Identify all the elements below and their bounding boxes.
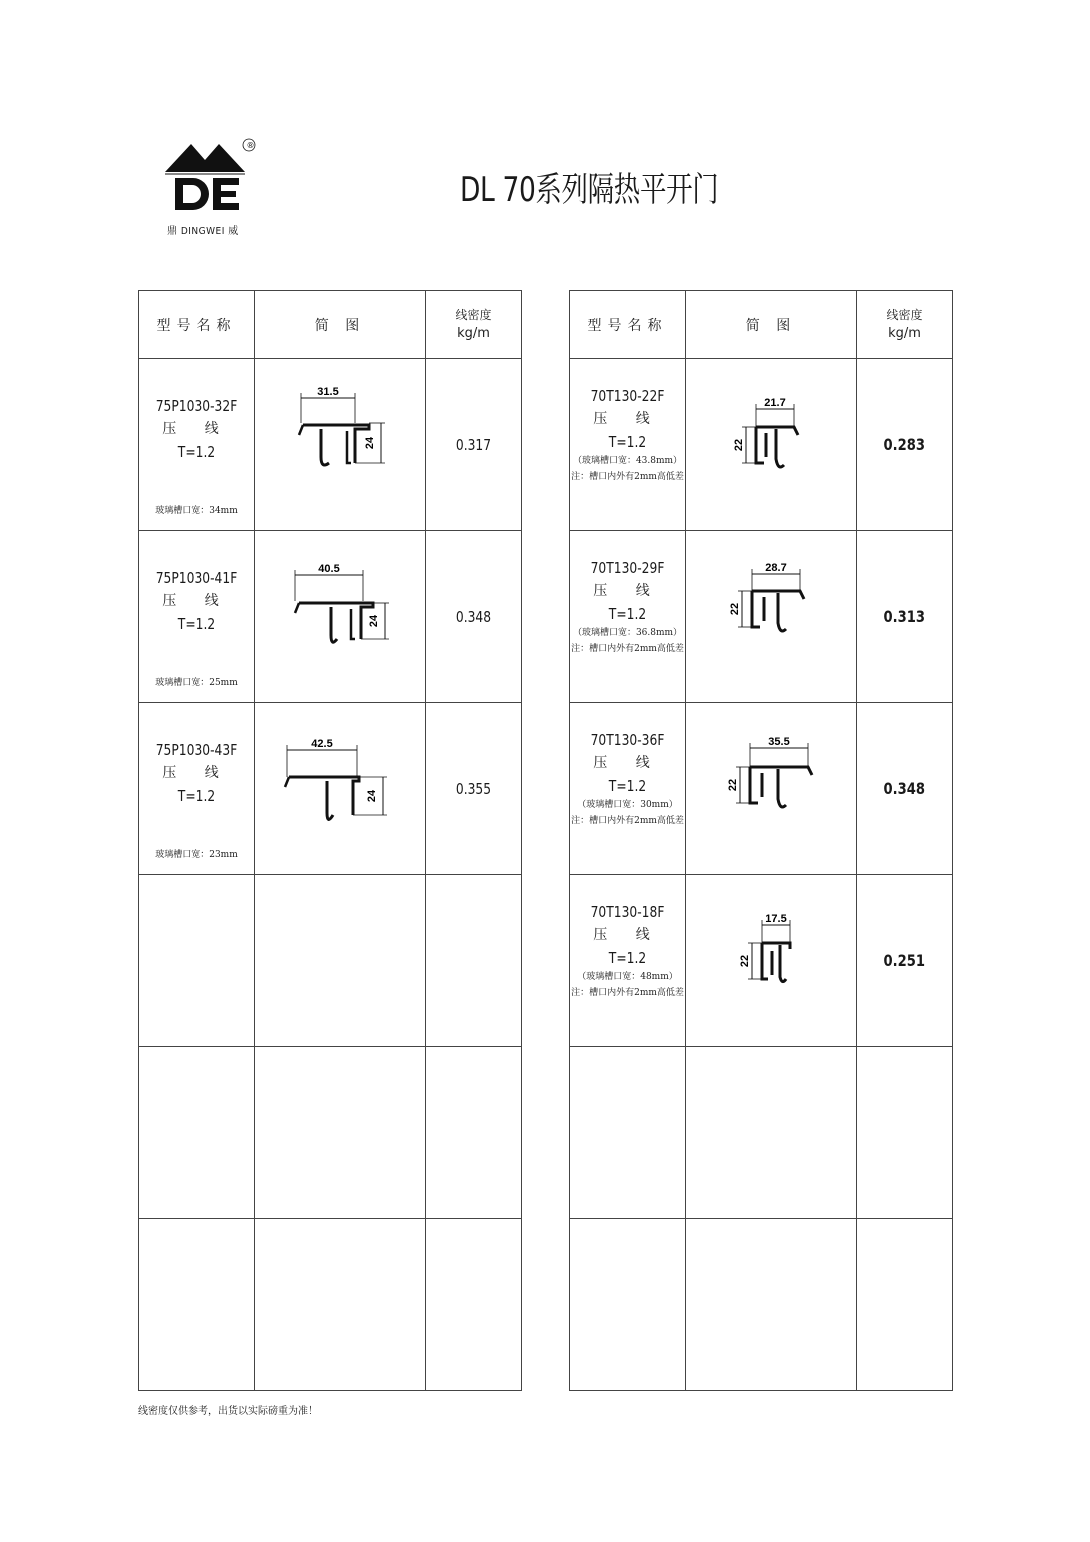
profile-kind: 压 线 [162, 765, 231, 781]
density-value: 0.348 [883, 779, 926, 798]
table-row [139, 531, 522, 703]
density-value: 0.355 [455, 780, 492, 798]
profile-thickness: T=1.2 [608, 433, 647, 451]
brand-text: 鼎 DINGWEI 威 [167, 226, 239, 237]
profile-note: （玻璃槽口宽：36.8mm） [572, 628, 683, 638]
profile-remark: 注：槽口内外有2mm高低差 [571, 644, 684, 654]
profile-code: 75P1030-43F [155, 741, 238, 759]
density-cell [857, 531, 953, 703]
width-dimension: 35.5 [768, 736, 790, 748]
empty-cell [426, 875, 522, 1047]
empty-cell [570, 1047, 686, 1219]
left-spec-table [138, 290, 522, 1391]
footnote: 线密度仅供参考，出货以实际磅重为准！ [138, 1406, 318, 1417]
table-row [139, 1047, 522, 1219]
profile-thickness: T=1.2 [608, 605, 647, 623]
table-row [139, 875, 522, 1047]
table-row [139, 359, 522, 531]
density-value: 0.313 [883, 607, 926, 626]
density-cell [857, 359, 953, 531]
height-dimension: 22 [729, 602, 741, 616]
height-dimension: 22 [739, 954, 751, 968]
profile-kind: 压 线 [593, 411, 662, 427]
profile-name-cell [570, 703, 686, 875]
width-dimension: 40.5 [318, 563, 340, 575]
empty-cell [570, 1219, 686, 1391]
height-dimension: 24 [364, 436, 376, 450]
profile-note: （玻璃槽口宽：48mm） [577, 972, 678, 982]
table-row [570, 703, 953, 875]
profile-name-cell [570, 875, 686, 1047]
empty-cell [255, 875, 426, 1047]
density-cell [426, 359, 522, 531]
profile-thickness: T=1.2 [177, 443, 216, 461]
empty-cell [139, 875, 255, 1047]
profile-name-cell [139, 531, 255, 703]
profile-note: （玻璃槽口宽：43.8mm） [572, 456, 683, 466]
height-dimension: 24 [366, 789, 378, 803]
profile-kind: 压 线 [593, 755, 662, 771]
dingwei-logo-mark [163, 138, 263, 228]
table-header-row [570, 291, 953, 359]
density-value: 0.251 [883, 951, 926, 970]
density-cell [426, 703, 522, 875]
profile-remark: 注：槽口内外有2mm高低差 [571, 816, 684, 826]
empty-cell [857, 1047, 953, 1219]
profile-name-cell [570, 531, 686, 703]
table-row [570, 1219, 953, 1391]
profile-thickness: T=1.2 [608, 949, 647, 967]
density-value: 0.283 [883, 435, 926, 454]
profile-drawing [255, 531, 426, 703]
empty-cell [857, 1219, 953, 1391]
profile-drawing [686, 875, 857, 1047]
profile-note: 玻璃槽口宽：34mm [155, 506, 238, 516]
empty-cell [686, 1219, 857, 1391]
table-row [139, 703, 522, 875]
profile-remark: 注：槽口内外有2mm高低差 [571, 988, 684, 998]
density-cell [857, 703, 953, 875]
profile-note: （玻璃槽口宽：30mm） [577, 800, 678, 810]
width-dimension: 31.5 [317, 386, 339, 398]
width-dimension: 42.5 [311, 738, 333, 750]
height-dimension: 22 [727, 778, 739, 792]
width-dimension: 28.7 [765, 562, 787, 574]
density-value: 0.317 [455, 436, 492, 454]
profile-note: 玻璃槽口宽：23mm [155, 850, 238, 860]
table-row [139, 1219, 522, 1391]
table-row [570, 359, 953, 531]
header-name: 型号名称 [139, 291, 255, 359]
empty-cell [686, 1047, 857, 1219]
density-cell [857, 875, 953, 1047]
right-spec-table [569, 290, 953, 1391]
profile-code: 70T130-36F [590, 731, 665, 749]
profile-kind: 压 线 [593, 583, 662, 599]
height-dimension: 22 [733, 438, 745, 452]
empty-cell [255, 1047, 426, 1219]
header-density: 线密度 kg/m [426, 291, 522, 359]
table-row [570, 875, 953, 1047]
profile-thickness: T=1.2 [608, 777, 647, 795]
profile-drawing [686, 359, 857, 531]
profile-code: 70T130-22F [590, 387, 665, 405]
profile-drawing [686, 703, 857, 875]
height-dimension: 24 [368, 614, 380, 628]
empty-cell [426, 1047, 522, 1219]
profile-kind: 压 线 [162, 593, 231, 609]
empty-cell [255, 1219, 426, 1391]
profile-remark: 注：槽口内外有2mm高低差 [571, 472, 684, 482]
empty-cell [426, 1219, 522, 1391]
table-header-row [139, 291, 522, 359]
width-dimension: 17.5 [765, 913, 787, 925]
table-row [570, 1047, 953, 1219]
profile-drawing [686, 531, 857, 703]
profile-code: 75P1030-41F [155, 569, 238, 587]
empty-cell [139, 1219, 255, 1391]
empty-cell [139, 1047, 255, 1219]
profile-kind: 压 线 [162, 421, 231, 437]
header-name: 型号名称 [570, 291, 686, 359]
width-dimension: 21.7 [764, 397, 786, 409]
profile-kind: 压 线 [593, 927, 662, 943]
profile-drawing [255, 703, 426, 875]
profile-name-cell [570, 359, 686, 531]
profile-code: 70T130-18F [590, 903, 665, 921]
profile-code: 75P1030-32F [155, 397, 238, 415]
profile-note: 玻璃槽口宽：25mm [155, 678, 238, 688]
header-figure: 简 图 [255, 291, 426, 359]
profile-thickness: T=1.2 [177, 615, 216, 633]
header-density: 线密度 kg/m [857, 291, 953, 359]
density-value: 0.348 [455, 608, 492, 626]
profile-code: 70T130-29F [590, 559, 665, 577]
density-cell [426, 531, 522, 703]
profile-name-cell [139, 359, 255, 531]
profile-name-cell [139, 703, 255, 875]
profile-drawing [255, 359, 426, 531]
header-figure: 简 图 [686, 291, 857, 359]
page-title: DL 70系列隔热平开门 [460, 170, 719, 210]
table-row [570, 531, 953, 703]
registered-mark: ® [246, 141, 255, 150]
profile-thickness: T=1.2 [177, 787, 216, 805]
